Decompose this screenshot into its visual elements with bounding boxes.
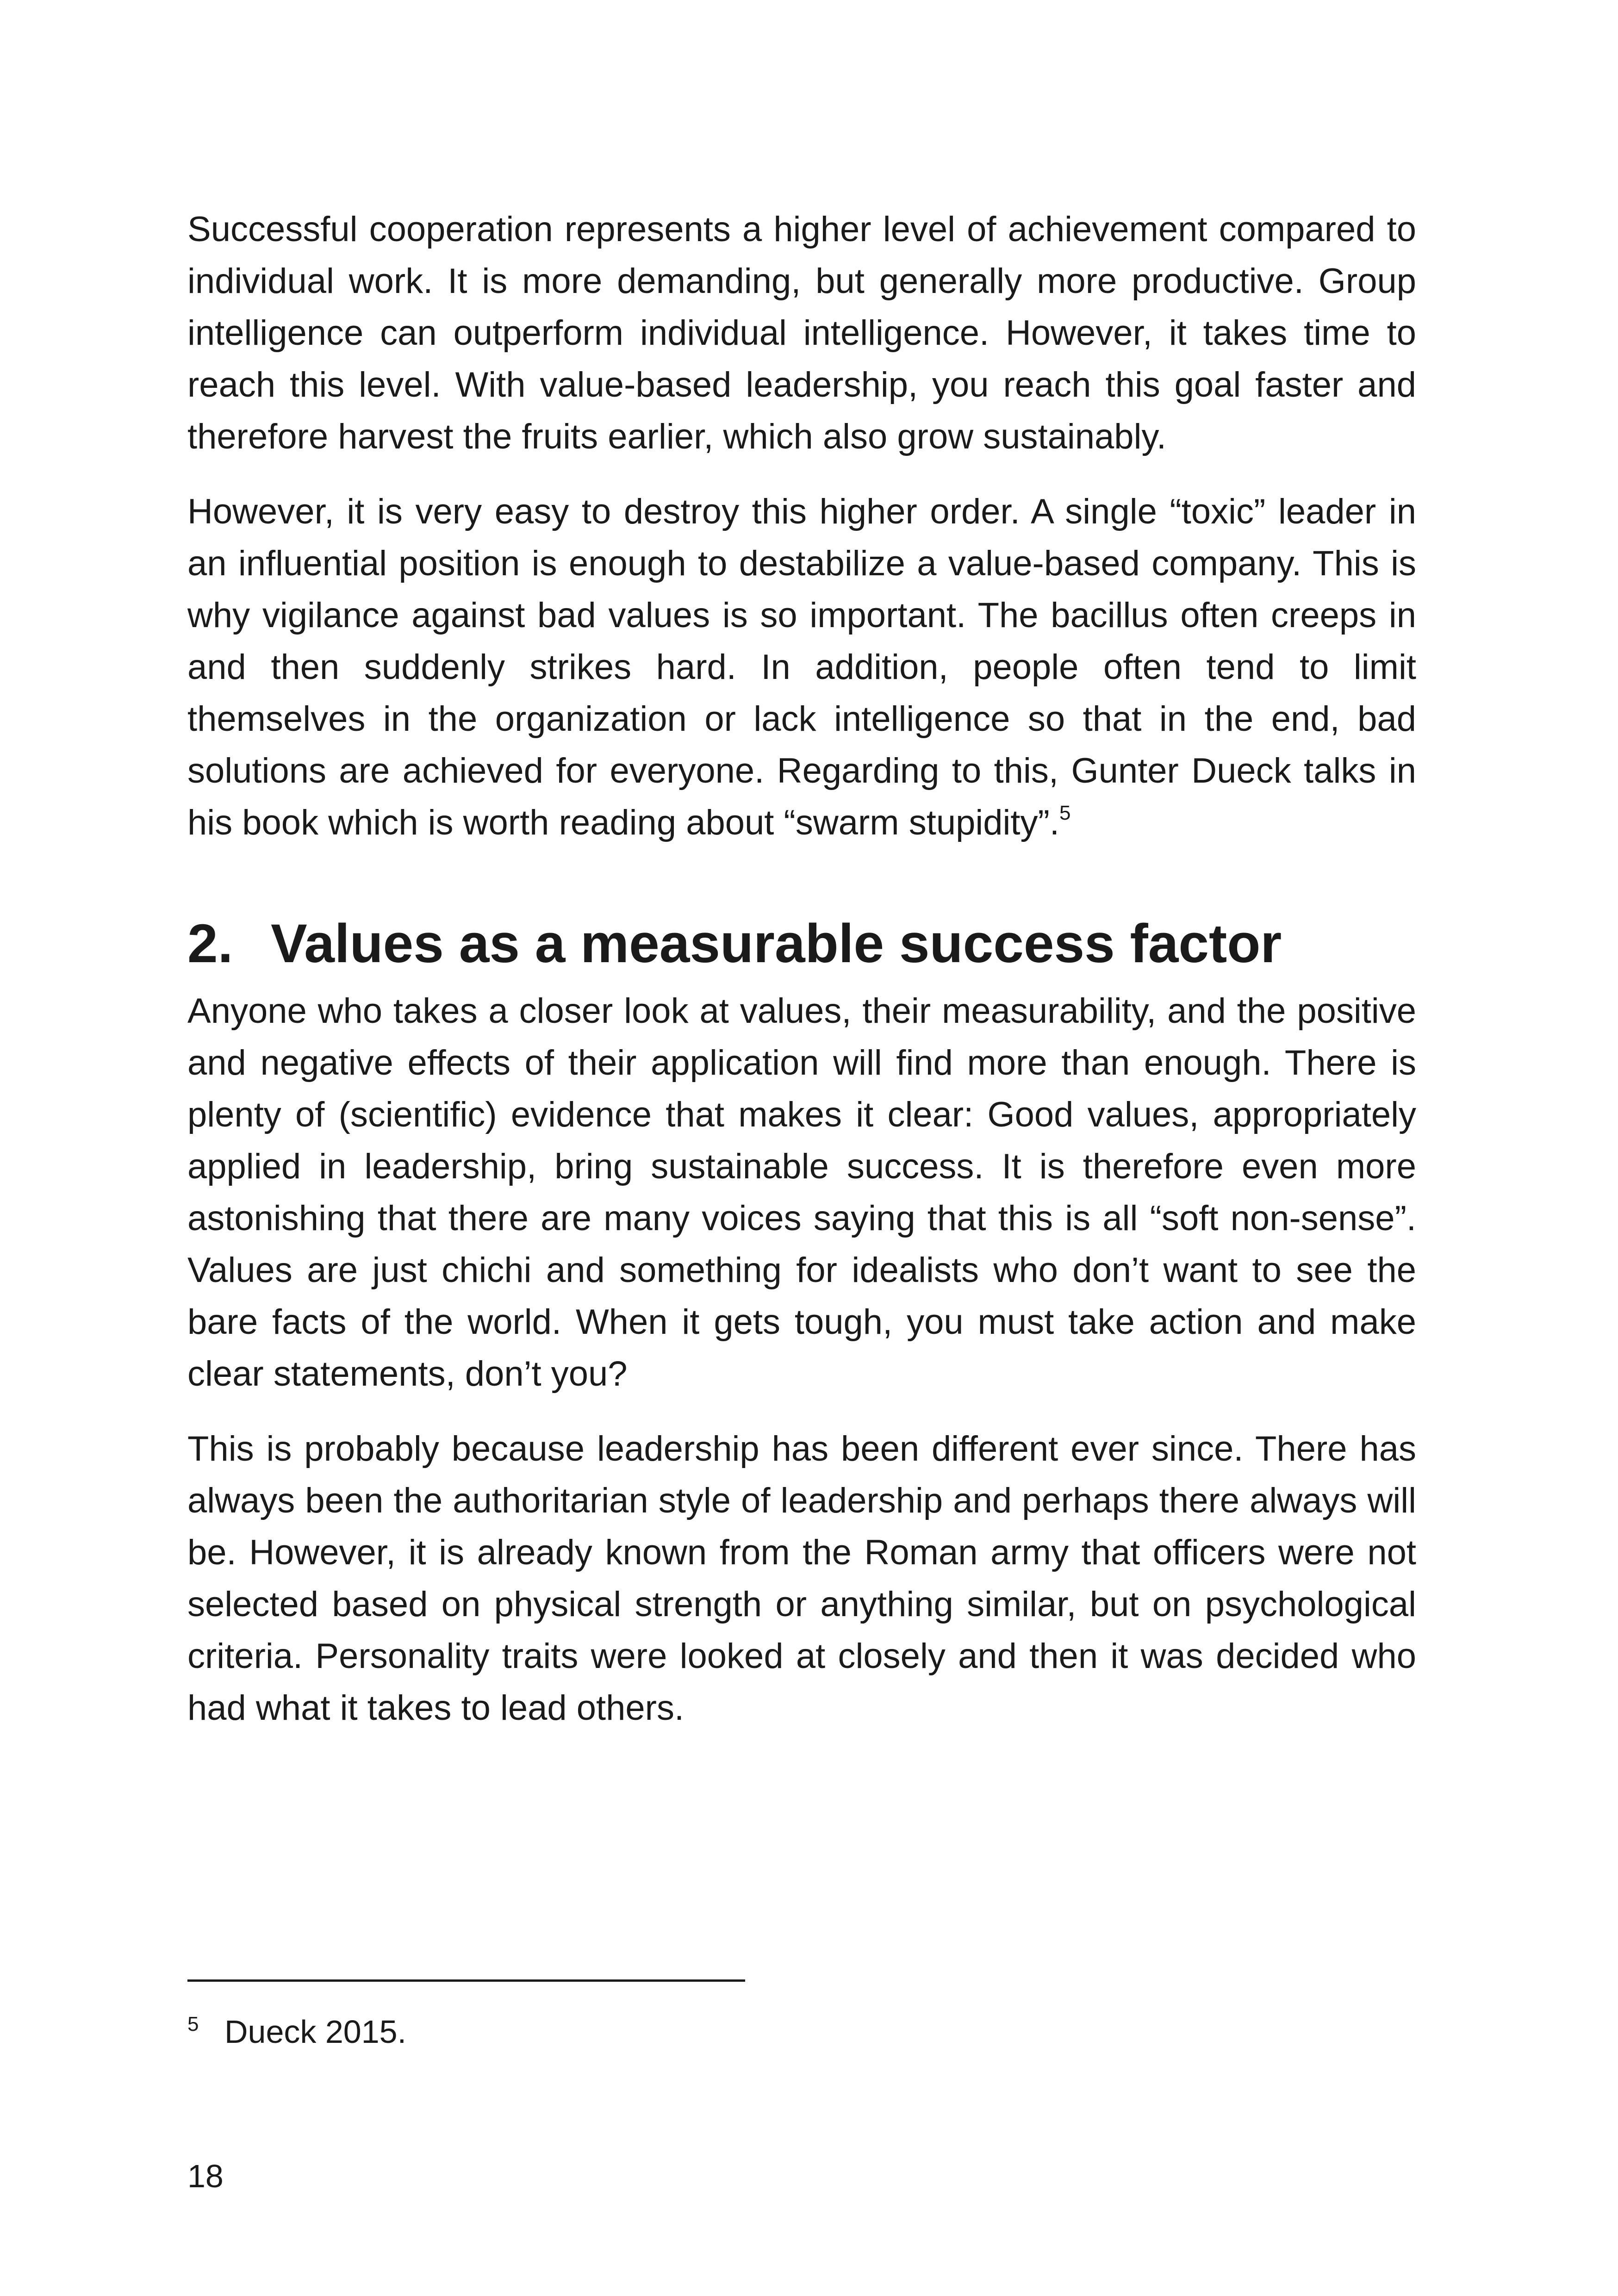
paragraph-leadership-history: This is probably because leadership has been different ever since. There has always been the authoritarian style of leadership and perhaps there always will be. However, it is already known from the Roman army that officers were not selected based on physical strength or anything similar, but on psychological criteria. Personality traits were looked at closely and then it was decided who had what it takes to lead others. <box>187 1429 1416 1728</box>
footnote-divider <box>187 1979 745 1982</box>
section-number: 2. <box>187 913 233 974</box>
paragraph-cooperation: Successful cooperation represents a higher level of achievement compared to individual work. It is more demanding, but generally more productive. Group intelligence can outperform individual intelligence. However, it takes time to reach this level. With value-based leadership, you reach this goal faster and therefore harvest the fruits earlier, which also grow sustainably. <box>187 210 1416 456</box>
section-heading <box>187 911 1416 976</box>
paragraph-values-evidence: Anyone who takes a closer look at values, their measurability, and the positive and negative effects of their application will find more than enough. There is plenty of (scientific) evidence that makes it clear: Good values, appropriately applied in leadership, bring sustainable success. It is therefore even more astonishing that there are many voices saying that this is all “soft non-sense”. Values are just chichi and something for idealists who don’t want to see the bare facts of the world. When it gets tough, you must take action and make clear statements, don’t you? <box>187 991 1416 1394</box>
footnote-reference[interactable]: 5 <box>1059 801 1071 824</box>
footnote-text: Dueck 2015. <box>224 2014 407 2050</box>
paragraph-toxic-leader-text: However, it is very easy to destroy this higher order. A single “toxic” leader in an influential position is enough to destabilize a value-based company. This is why vigilance against bad values is so important. The bacillus often creeps in and then suddenly strikes hard. In addition, people often tend to limit themselves in the organization or lack intelligence so that in the end, bad solutions are achieved for everyone. Regarding to this, Gunter Dueck talks in his book which is worth reading about “swarm stupidity”. <box>187 492 1416 842</box>
page-number: 18 <box>187 2158 224 2194</box>
paragraph-toxic-leader <box>187 486 1416 849</box>
footnote <box>187 2011 406 2057</box>
page-body <box>187 204 1416 1757</box>
footnote-marker: 5 <box>187 2013 199 2035</box>
section-title: Values as a measurable success factor <box>271 913 1282 974</box>
